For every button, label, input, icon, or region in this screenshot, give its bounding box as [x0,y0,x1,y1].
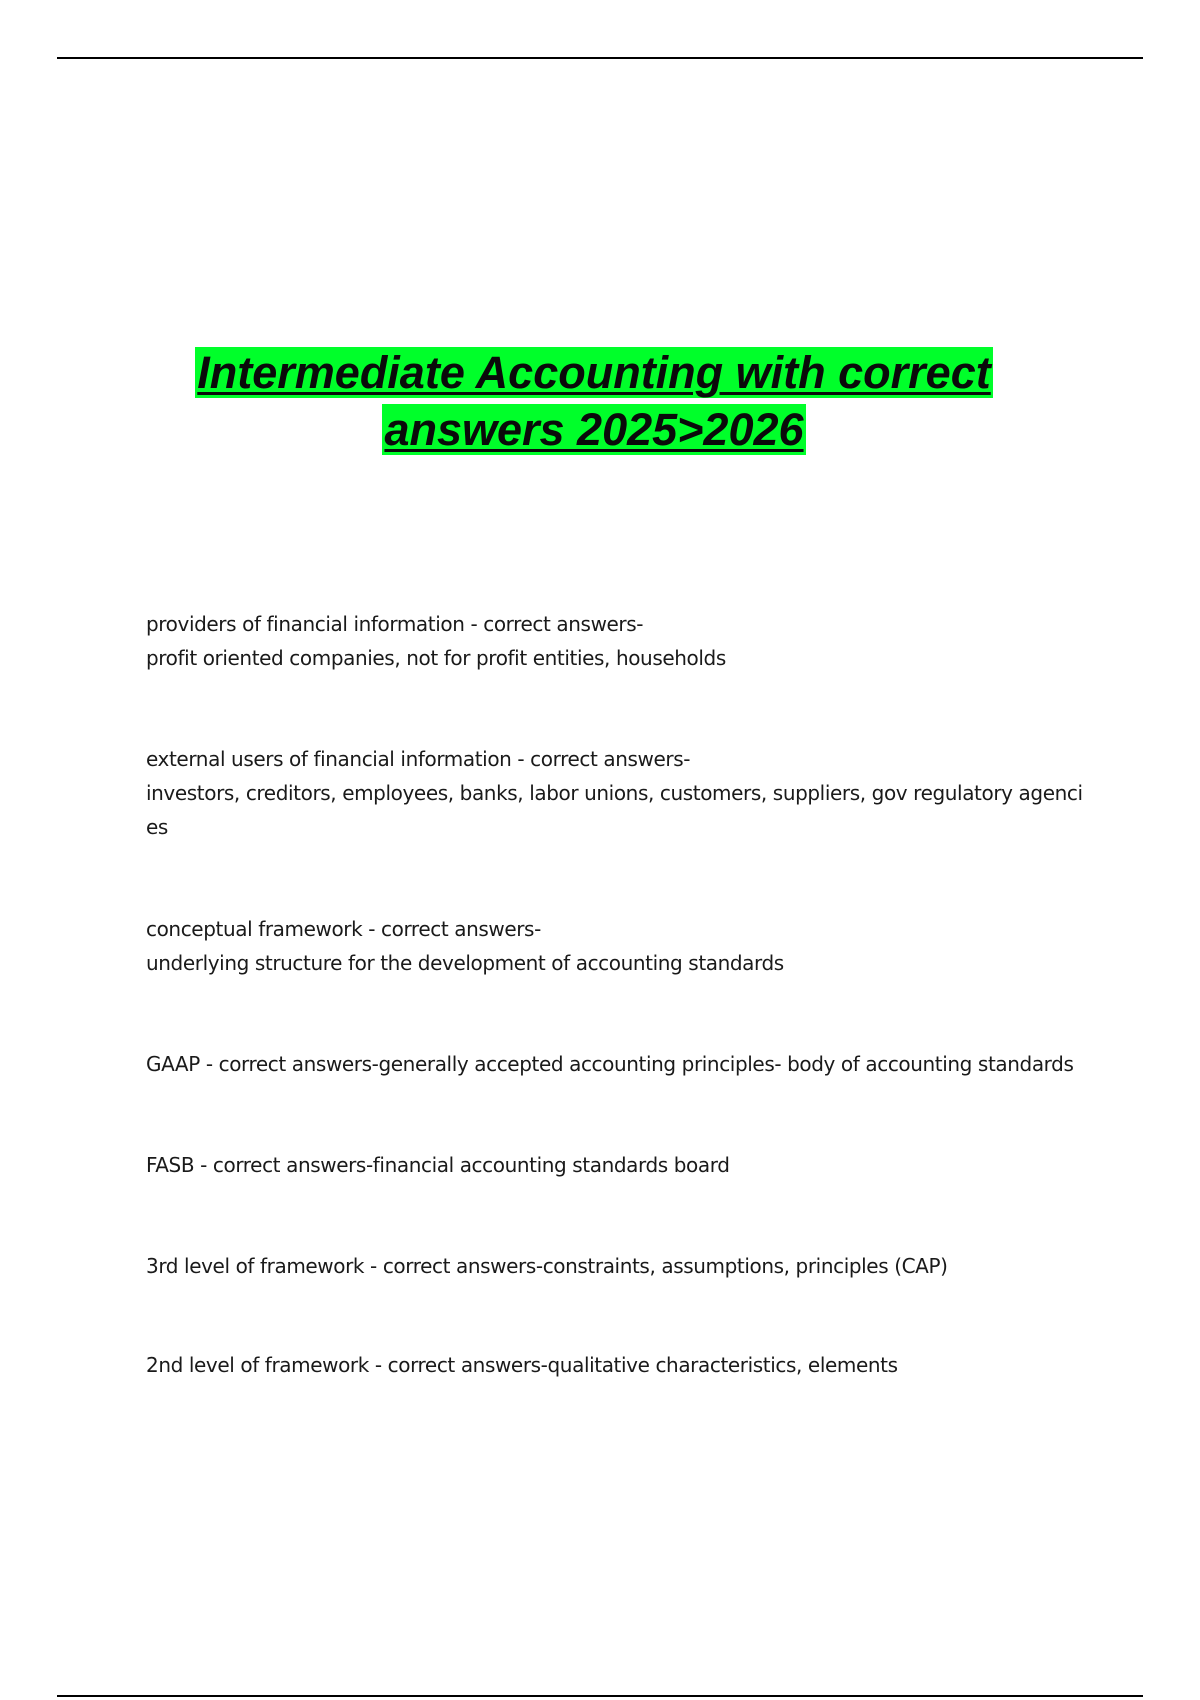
qa-answer: underlying structure for the development of accounting standards [146,951,784,975]
qa-entry-fasb [146,1148,1086,1182]
qa-answer: qualitative characteristics, elements [547,1353,898,1377]
qa-term: 3rd level of framework - correct answers- [146,1254,543,1278]
qa-entry-external-users [146,742,1086,844]
qa-term: external users of financial information - correct answers- [146,747,691,771]
qa-term: 2nd level of framework - correct answers- [146,1353,548,1377]
document-title [0,344,1188,458]
qa-entry-3rd-level [146,1249,1086,1283]
qa-answer: investors, creditors, employees, banks, labor unions, customers, suppliers, gov regulatory agencies [146,781,1083,839]
qa-entry-conceptual-framework [146,912,1086,980]
title-line-2-text: answers 2025>2026 [384,404,804,455]
qa-entry-providers [146,607,1086,675]
qa-term: conceptual framework - correct answers- [146,917,541,941]
qa-answer: generally accepted accounting principles- body of accounting standards [378,1052,1074,1076]
qa-answer: profit oriented companies, not for profit entities, households [146,646,726,670]
title-line-2 [0,401,1188,458]
qa-term: GAAP - correct answers- [146,1052,379,1076]
qa-entry-2nd-level [146,1348,1086,1382]
title-line-1 [0,344,1188,401]
qa-term: FASB - correct answers- [146,1153,373,1177]
qa-answer: constraints, assumptions, principles (CAP) [542,1254,948,1278]
qa-term: providers of financial information - correct answers- [146,612,644,636]
title-line-1-text: Intermediate Accounting with correct [197,347,991,398]
qa-entry-gaap [146,1047,1086,1081]
footer-rule [57,1695,1143,1697]
qa-answer: financial accounting standards board [372,1153,730,1177]
header-rule [57,57,1143,59]
